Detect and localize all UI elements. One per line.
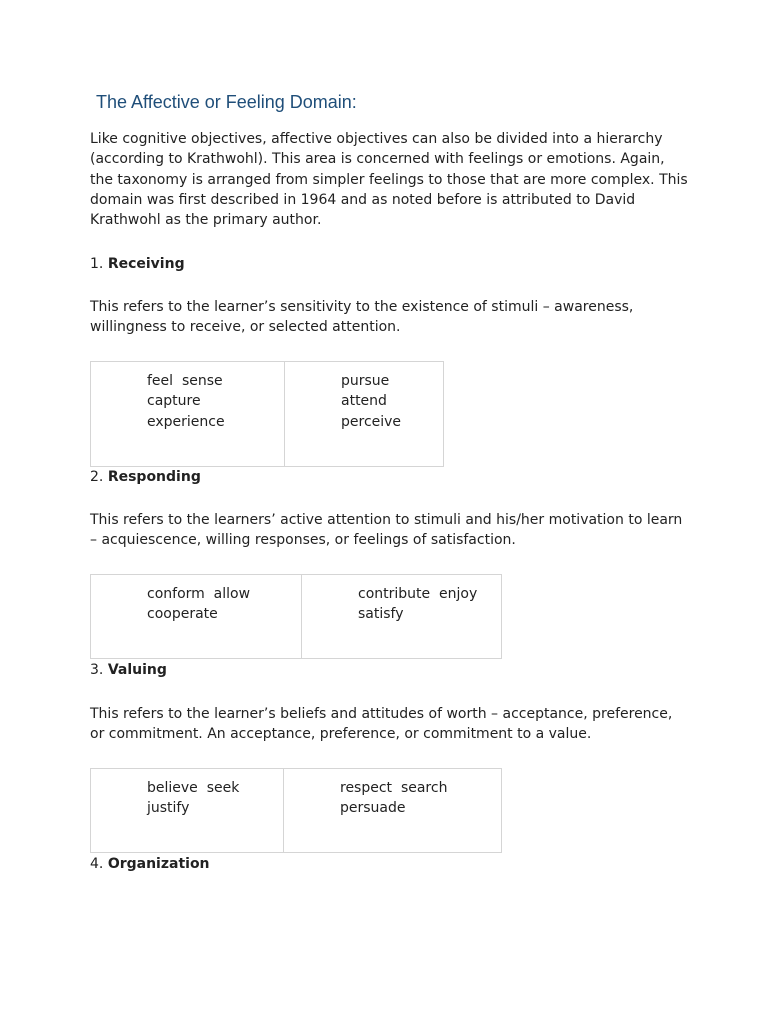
verbs-cell-right — [283, 769, 501, 852]
section-title: Receiving — [107, 256, 185, 272]
section-number: 4. — [90, 856, 104, 872]
verbs-cell-right — [301, 575, 501, 658]
section-number: 2. — [90, 469, 104, 485]
section-heading-organization — [90, 854, 210, 874]
section-description-valuing: This refers to the learner’s beliefs and attitudes of worth – acceptance, preference, or commitment. An acceptance, preference, or commitment to a value. — [90, 706, 673, 743]
verb-line: pursue — [341, 373, 390, 389]
section-description-receiving: This refers to the learner’s sensitivity to the existence of stimuli – awareness, willingness to receive, or selected attention. — [90, 299, 634, 336]
section-heading-responding — [90, 467, 201, 487]
verbs-table-responding — [90, 574, 502, 659]
verbs-cell-left — [91, 362, 284, 466]
verb-line: believe seek — [147, 780, 240, 796]
verb-line: cooperate — [147, 606, 218, 623]
verb-line: feel sense — [147, 373, 223, 389]
section-description-responding: This refers to the learners’ active attention to stimuli and his/her motivation to learn – acquiescence, willing responses, or feelings of satisfaction. — [90, 512, 683, 549]
section-title: Valuing — [107, 662, 167, 678]
verb-line: respect search — [340, 780, 448, 796]
verb-line: experience — [147, 413, 225, 430]
document-title: The Affective or Feeling Domain: — [96, 92, 357, 112]
verbs-cell-left — [91, 575, 301, 658]
verbs-table-valuing — [90, 768, 502, 853]
section-number: 3. — [90, 662, 104, 678]
verb-line: contribute enjoy — [358, 586, 478, 602]
verb-line: conform allow — [147, 586, 251, 602]
verbs-cell-left — [91, 769, 283, 852]
verb-line: persuade — [340, 800, 406, 817]
verb-line: capture — [147, 393, 201, 410]
section-title: Responding — [107, 469, 201, 485]
verb-line: satisfy — [358, 606, 404, 623]
section-title: Organization — [107, 856, 210, 872]
section-number: 1. — [90, 256, 104, 272]
verbs-cell-right — [284, 362, 443, 466]
verb-line: justify — [147, 800, 190, 817]
section-heading-receiving — [90, 254, 185, 274]
intro-paragraph: Like cognitive objectives, affective objectives can also be divided into a hierarchy (according to Krathwohl). This area is concerned with feelings or emotions. Again, the taxonomy is arranged from simpler feelings to those that are more complex. This domain was first described in 1964 and as noted before is attributed to David Krathwohl as the primary author. — [90, 131, 688, 229]
verb-line: perceive — [341, 413, 402, 430]
verb-line: attend — [341, 393, 387, 410]
section-heading-valuing — [90, 660, 167, 680]
verbs-table-receiving — [90, 361, 444, 467]
